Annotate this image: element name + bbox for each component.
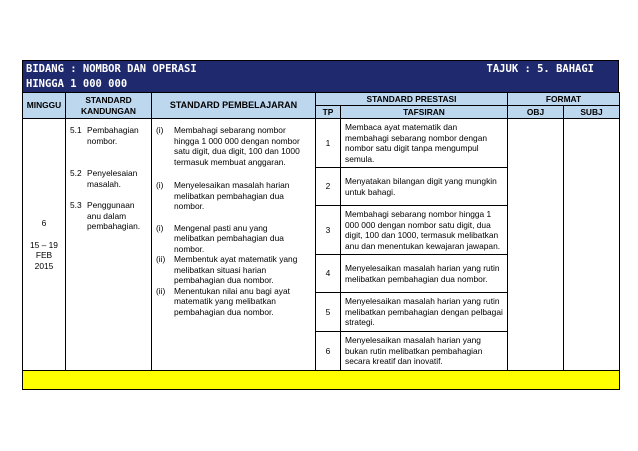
week-number: 6 (41, 218, 47, 228)
pembelajaran-item: (ii) Membentuk ayat matematik yang melibatkan situasi harian pembahagian dua nombor. (156, 254, 298, 285)
header-prestasi: STANDARD PRESTASI (316, 93, 508, 106)
tp-cell: 2 (316, 168, 341, 206)
tafsiran-cell: Menyelesaikan masalah harian yang rutin melibatkan pembahagian dua nombor. (341, 255, 508, 293)
pembelajaran-item: (i) Membahagi sebarang nombor hingga 1 000 000 dengan nombor satu digit, dua digit, 100 dan 1000 termasuk membuat anggaran. (156, 125, 300, 167)
tp-cell: 4 (316, 255, 341, 293)
tafsiran-cell: Menyelesaikan masalah harian yang rutin melibatkan pembahagian dengan pelbagai strategi. (341, 293, 508, 332)
tp-cell: 1 (316, 119, 341, 168)
subj-cell (564, 119, 620, 371)
tafsiran-cell: Membahagi sebarang nombor hingga 1 000 000 dengan nombor satu digit, dua digit, 100 dan 1000, termasuk melibatkan anu dan menentukan kewajaran jawapan. (341, 206, 508, 255)
tajuk-title: TAJUK : 5. BAHAGI (486, 63, 594, 75)
header-subj: SUBJ (564, 106, 620, 119)
kandungan-item: 5.3 Penggunaan anu dalam pembahagian. (70, 200, 141, 231)
week-year: 2015 (34, 260, 54, 271)
header-minggu: MINGGU (23, 93, 66, 119)
header-obj: OBJ (508, 106, 564, 119)
tp-cell: 5 (316, 293, 341, 332)
bidang-title: BIDANG : NOMBOR DAN OPERASI (26, 63, 197, 75)
tp-cell: 3 (316, 206, 341, 255)
week-month: FEB (35, 250, 53, 260)
pembelajaran-item: (i) Menyelesaikan masalah harian melibatkan pembahagian dua nombor. (156, 180, 290, 211)
kandungan-item: 5.1 Pembahagian nombor. (70, 125, 139, 146)
pembelajaran-cell (152, 119, 316, 371)
tp-cell: 6 (316, 332, 341, 371)
tafsiran-cell: Menyatakan bilangan digit yang mungkin untuk bahagi. (341, 168, 508, 206)
header-format: FORMAT (508, 93, 620, 106)
pembelajaran-item: (ii) Menentukan nilai anu bagi ayat matematik yang melibatkan pembahagian dua nombor. (156, 285, 290, 317)
tafsiran-cell: Membaca ayat matematik dan membahagi sebarang nombor dengan nombor satu digit tanpa mengumpul semula. (341, 119, 508, 168)
pembelajaran-item: (i) Mengenal pasti anu yang melibatkan pembahagian dua nombor. (156, 222, 284, 254)
tafsiran-cell: Menyelesaikan masalah harian yang bukan rutin melibatkan pembahagian secara kreatif dan inovatif. (341, 332, 508, 371)
kandungan-cell (66, 119, 152, 371)
footer-band (23, 371, 620, 390)
header-pembelajaran: STANDARD PEMBELAJARAN (152, 93, 316, 119)
title-banner (22, 60, 619, 92)
header-kandungan: STANDARD KANDUNGAN (66, 93, 152, 119)
week-range: 15 – 19 (30, 239, 58, 250)
header-tp: TP (316, 106, 341, 119)
header-tafsiran: TAFSIRAN (341, 106, 508, 119)
minggu-cell (23, 119, 66, 371)
kandungan-item: 5.2 Penyelesaian masalah. (70, 168, 138, 189)
obj-cell (508, 119, 564, 371)
footer-bar (23, 371, 620, 390)
rpt-sheet (22, 60, 619, 390)
hingga-title: HINGGA 1 000 000 (26, 78, 128, 90)
plan-table (22, 92, 620, 390)
